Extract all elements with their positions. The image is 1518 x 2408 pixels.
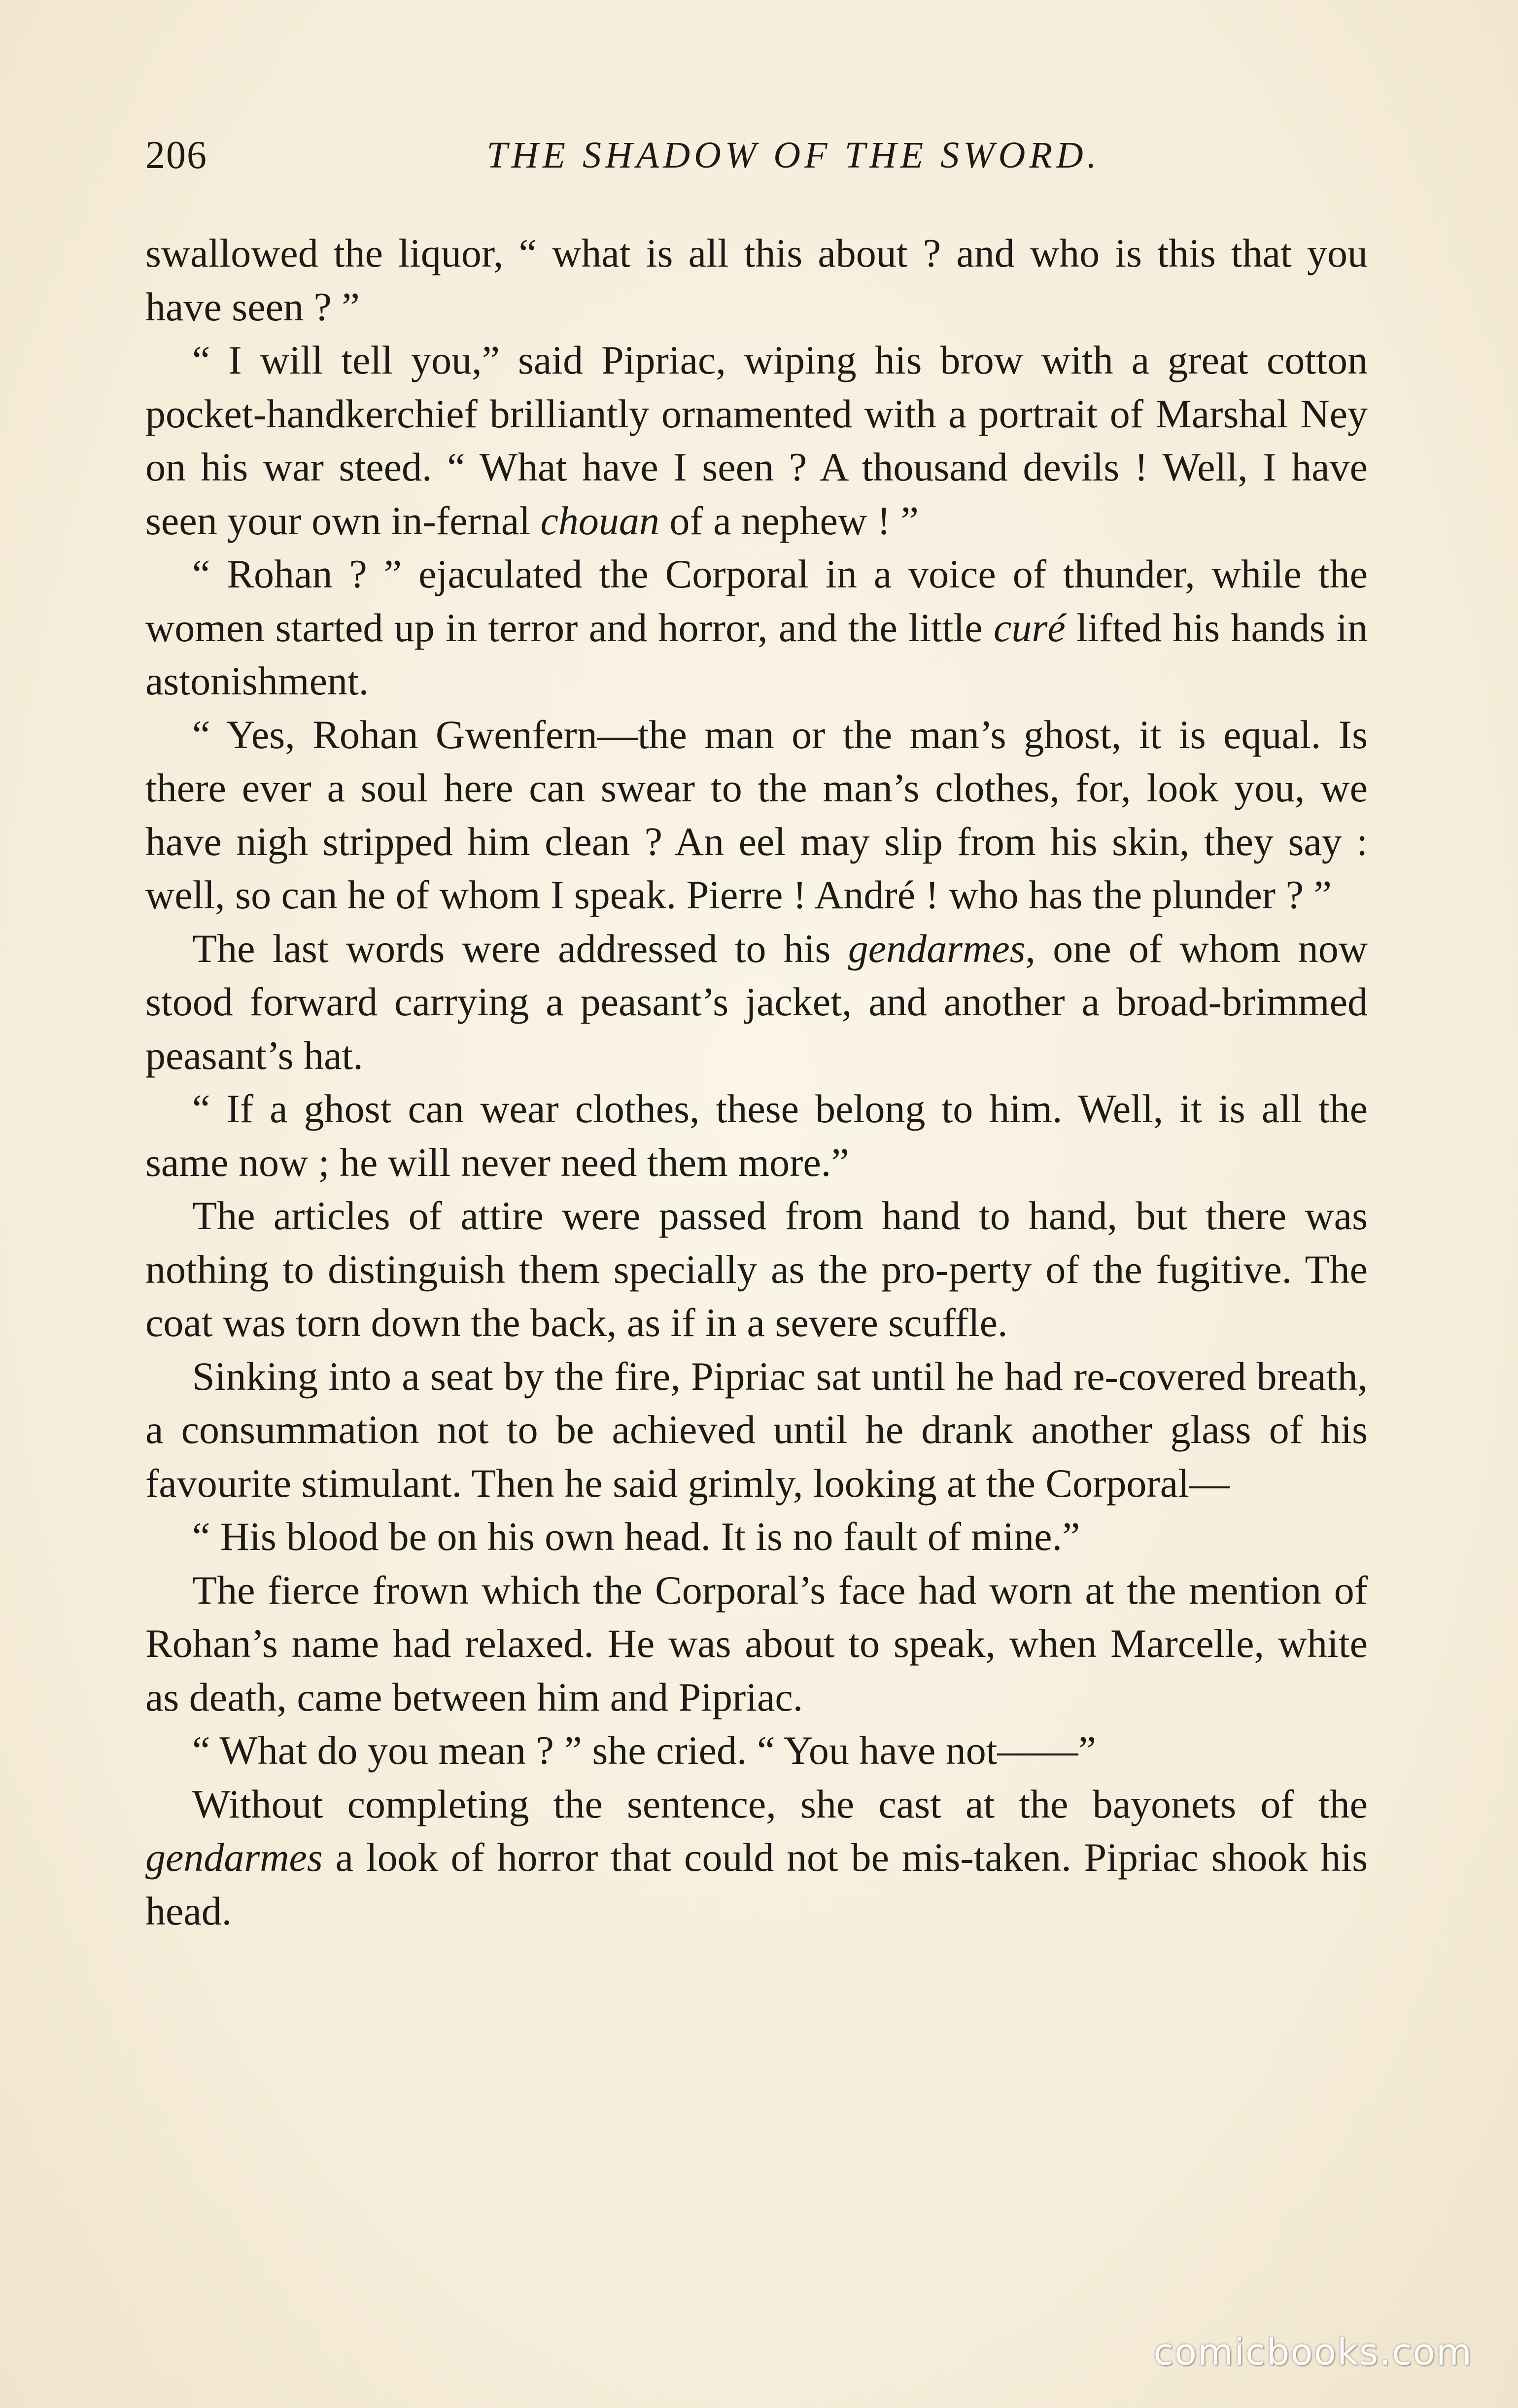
paragraph — [145, 548, 1368, 708]
page-header — [145, 123, 1368, 187]
paragraph — [145, 1564, 1368, 1724]
text-run: The fierce frown which the Corporal’s face had worn at the mention of Rohan’s name had relaxed. He was about to speak, when Marcelle, white as death, came between him and Pipriac. — [145, 1567, 1368, 1720]
paragraph — [145, 227, 1368, 334]
text-run: “ What do you mean ? ” she cried. “ You have not——” — [192, 1728, 1096, 1773]
text-run: The last words were addressed to his — [192, 926, 848, 971]
italic-text: gendarmes — [848, 926, 1026, 971]
italic-text: curé — [993, 605, 1066, 650]
text-run: The articles of attire were passed from hand to hand, but there was nothing to distinguish them specially as the pro-perty of the fugitive. The coat was torn down the back, as if in a severe scuffle. — [145, 1193, 1368, 1345]
paragraph — [145, 922, 1368, 1083]
paragraph — [145, 1082, 1368, 1189]
text-run: a look of horror that could not be mis-taken. Pipriac shook his head. — [145, 1835, 1368, 1933]
paragraph — [145, 1510, 1368, 1564]
text-run: , one of whom now stood forward carrying a peasant’s jacket, and another a broad-brimmed peasant’s hat. — [145, 926, 1368, 1078]
italic-text: chouan — [540, 498, 659, 543]
running-title: THE SHADOW OF THE SWORD. — [486, 135, 1101, 176]
text-run: lifted his hands in astonishment. — [145, 605, 1368, 703]
paragraph — [145, 1350, 1368, 1511]
italic-text: gendarmes — [145, 1835, 323, 1880]
text-run: “ Rohan ? ” ejaculated the Corporal in a voice of thunder, while the women started up in terror and horror, and the little — [145, 551, 1368, 650]
paragraph — [145, 1778, 1368, 1938]
paragraph — [145, 1189, 1368, 1350]
body-text — [145, 227, 1368, 1938]
text-run: “ Yes, Rohan Gwenfern—the man or the man’s ghost, it is equal. Is there ever a soul here can swear to the man’s clothes, for, look you, we have nigh stripped him clean ? An eel may slip from his skin, they say : well, so can he of whom I speak. Pierre ! André ! who has the plunder ? ” — [145, 712, 1368, 917]
text-run: Without completing the sentence, she cast at the bayonets of the — [192, 1781, 1368, 1826]
text-run: “ If a ghost can wear clothes, these belong to him. Well, it is all the same now ; he will never need them more.” — [145, 1086, 1368, 1185]
text-run: “ I will tell you,” said Pipriac, wiping his brow with a great cotton pocket-handkerchief brilliantly ornamented with a portrait of Marshal Ney on his war steed. “ What have I seen ? A thousand devils ! Well, I have seen your own in-fernal — [145, 338, 1368, 543]
text-run: swallowed the liquor, “ what is all this about ? and who is this that you have seen ? ” — [145, 231, 1368, 329]
paragraph — [145, 1724, 1368, 1778]
paragraph — [145, 708, 1368, 922]
text-run: of a nephew ! ” — [659, 498, 919, 543]
text-run: “ His blood be on his own head. It is no fault of mine.” — [192, 1514, 1080, 1559]
watermark-logo: comicbooks.com — [1153, 2331, 1473, 2374]
page-number: 206 — [145, 134, 207, 177]
paragraph — [145, 334, 1368, 548]
text-run: Sinking into a seat by the fire, Pipriac sat until he had re-covered breath, a consummation not to be achieved until he drank another glass of his favourite stimulant. Then he said grimly, looking at the Corporal— — [145, 1353, 1368, 1506]
